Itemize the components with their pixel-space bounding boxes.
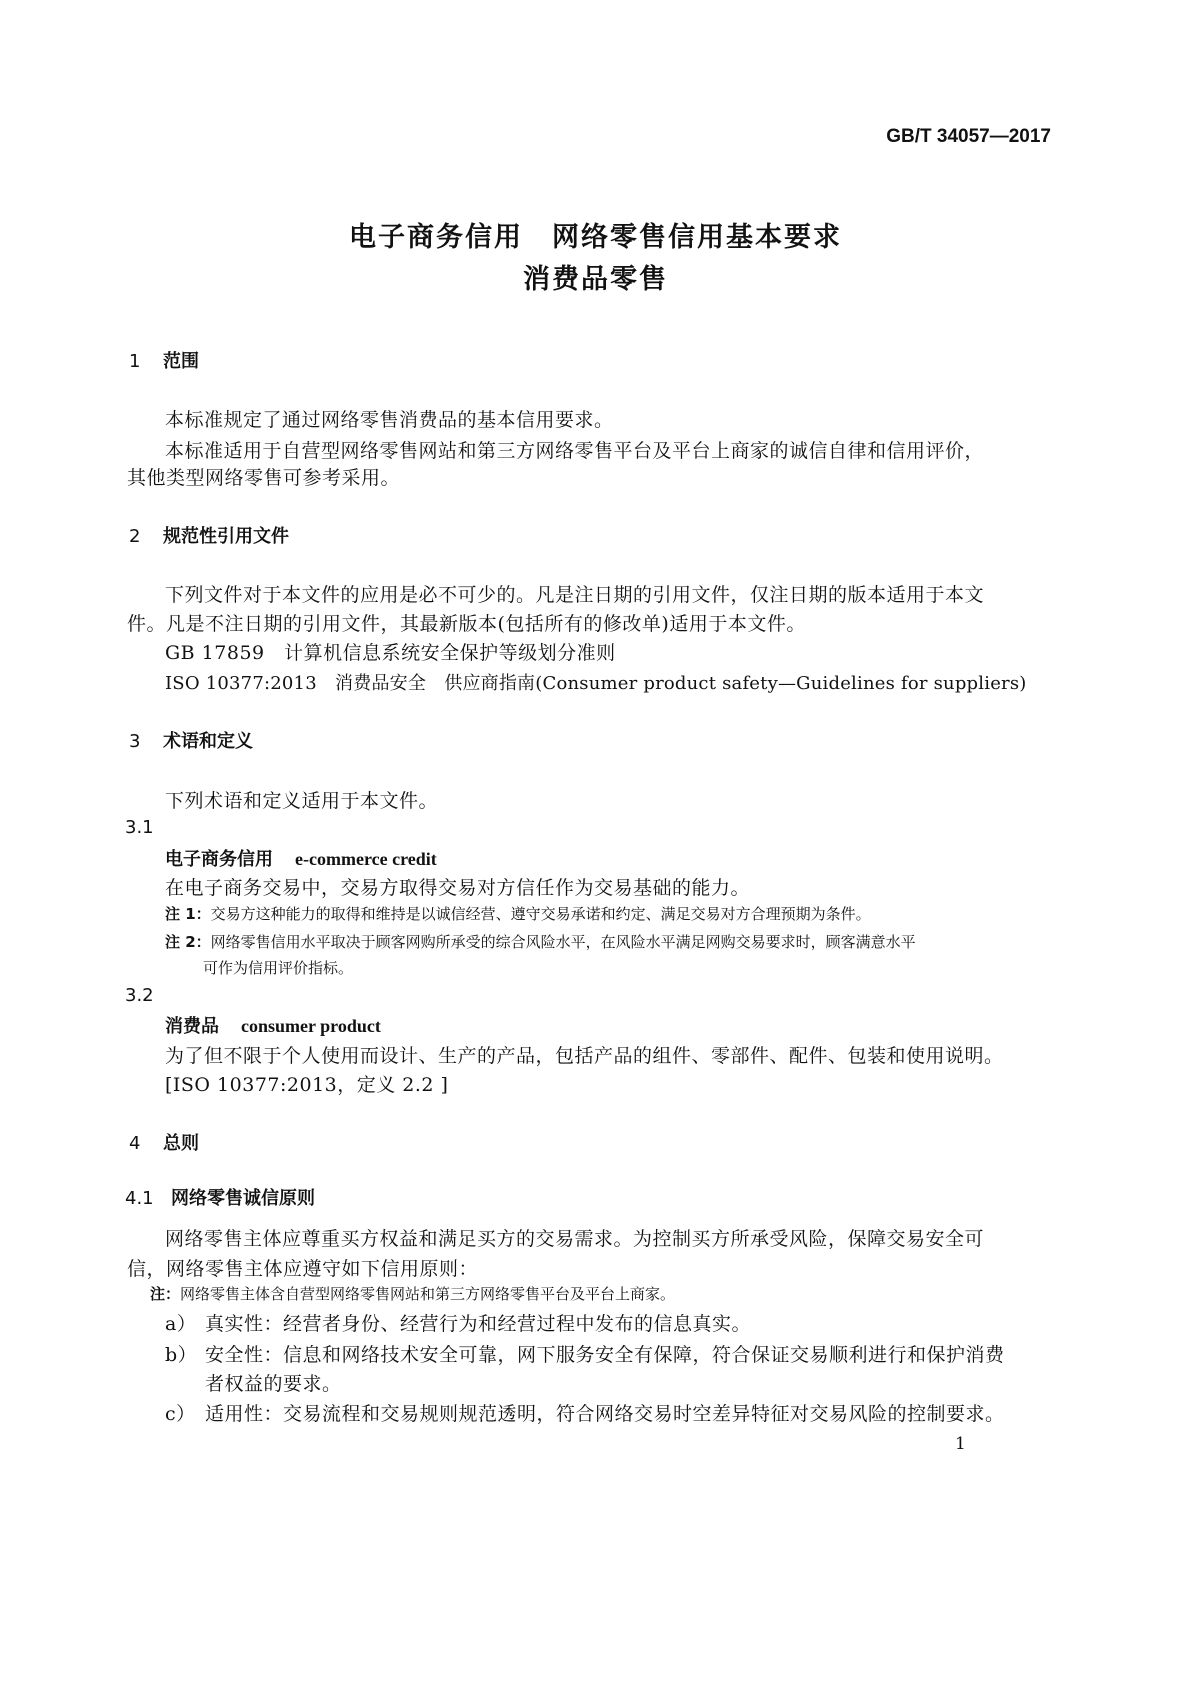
standard-number: GB/T 34057—2017 xyxy=(886,126,1051,147)
list-item: a） 真实性：经营者身份、经营行为和经营过程中发布的信息真实。 xyxy=(165,1313,752,1335)
section-4-heading: 4 总则 xyxy=(129,1133,199,1154)
term-note-cont: 可作为信用评价指标。 xyxy=(203,959,354,977)
section-3-heading: 3 术语和定义 xyxy=(129,731,253,752)
term-number: 3.2 xyxy=(125,985,154,1006)
paragraph: 本标准适用于自营型网络零售网站和第三方网络零售平台及平台上商家的诚信自律和信用评价， xyxy=(165,440,985,462)
list-item: c） 适用性：交易流程和交易规则规范透明，符合网络交易时空差异特征对交易风险的控制要求。 xyxy=(165,1403,1005,1425)
paragraph: 网络零售主体应尊重买方权益和满足买方的交易需求。为控制买方所承受风险，保障交易安全可 xyxy=(165,1228,985,1250)
reference-item: GB 17859 计算机信息系统安全保护等级划分准则 xyxy=(165,642,616,664)
subsection-4-1-heading: 4.1 网络零售诚信原则 xyxy=(125,1188,315,1209)
section-2-heading: 2 规范性引用文件 xyxy=(129,526,289,547)
list-item: b） 安全性：信息和网络技术安全可靠，网下服务安全有保障，符合保证交易顺利进行和保护消费 xyxy=(165,1344,1005,1366)
paragraph: 下列术语和定义适用于本文件。 xyxy=(165,790,439,812)
term-definition: 为了但不限于个人使用而设计、生产的产品，包括产品的组件、零部件、配件、包装和使用说明。 xyxy=(165,1045,1004,1067)
document-title: 电子商务信用 网络零售信用基本要求 xyxy=(349,222,842,253)
paragraph-note: 注：网络零售主体含自营型网络零售网站和第三方网络零售平台及平台上商家。 xyxy=(150,1285,676,1303)
paragraph-cont: 件。凡是不注日期的引用文件，其最新版本(包括所有的修改单)适用于本文件。 xyxy=(127,613,806,635)
paragraph-cont: 信，网络零售主体应遵守如下信用原则： xyxy=(127,1258,479,1280)
page-number: 1 xyxy=(955,1434,966,1454)
document-subtitle: 消费品零售 xyxy=(523,264,668,295)
paragraph: 本标准规定了通过网络零售消费品的基本信用要求。 xyxy=(165,409,614,431)
term-note: 注 2：网络零售信用水平取决于顾客网购所承受的综合风险水平，在风险水平满足网购交易要求时，顾客满意水平 xyxy=(165,933,916,951)
term-entry: 电子商务信用 e-commerce credit xyxy=(165,849,437,870)
term-entry: 消费品 consumer product xyxy=(165,1016,381,1037)
term-note: 注 1：交易方这种能力的取得和维持是以诚信经营、遵守交易承诺和约定、满足交易对方合理预期为条件。 xyxy=(165,905,871,923)
reference-item: ISO 10377:2013 消费品安全 供应商指南(Consumer product safety—Guidelines for suppliers) xyxy=(165,673,1027,694)
section-1-heading: 1 范围 xyxy=(129,351,199,372)
list-item-cont: 者权益的要求。 xyxy=(205,1373,342,1395)
paragraph-cont: 其他类型网络零售可参考采用。 xyxy=(127,467,401,489)
term-definition: 在电子商务交易中，交易方取得交易对方信任作为交易基础的能力。 xyxy=(165,877,751,899)
term-source: [ISO 10377:2013，定义 2.2 ] xyxy=(165,1074,449,1096)
term-number: 3.1 xyxy=(125,817,154,838)
paragraph: 下列文件对于本文件的应用是必不可少的。凡是注日期的引用文件，仅注日期的版本适用于本文 xyxy=(165,584,985,606)
